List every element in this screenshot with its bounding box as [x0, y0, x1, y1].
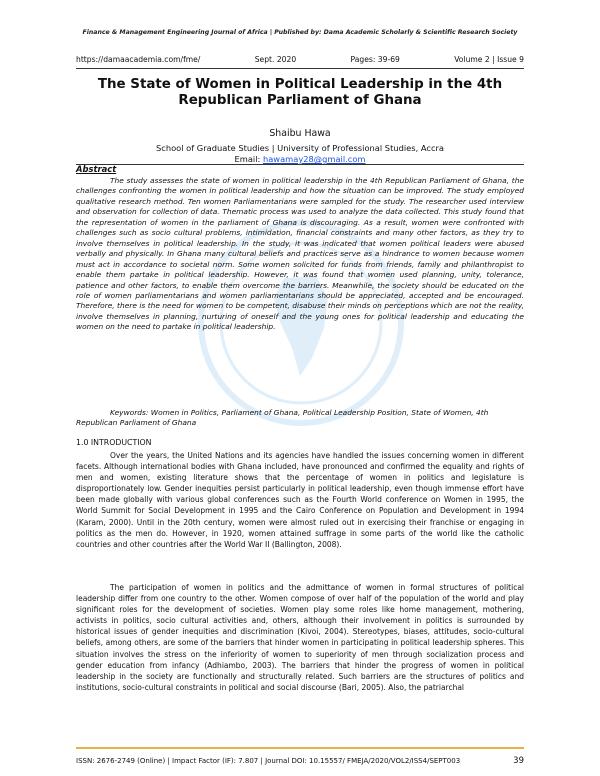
- paper-title: [76, 77, 524, 109]
- author-name: Shaibu Hawa: [269, 128, 331, 139]
- page-range: Pages: 39-69: [350, 55, 400, 64]
- abstract-text: The study assesses the state of women in political leadership in the 4th Republican Parliament of Ghana, the challenges confronting the women in political leadership and how the situation can be improved. The study employed qualitative research method. Ten women Parliamentarians were sampled for the study. The researcher used interview and observation for collection of data. Thematic process was used to analyze the data collected. This study found that the representation of women in the parliament of Ghana is discouraging. As a result, women were confronted with challenges such as socio cultural problems, intimidation, financial constraints and many other factors, as they try to involve themselves in political leadership. In the study, it was indicated that women political leaders were abused verbally and physically. In Ghana many cultural beliefs and practices serve as a hindrance to women because women must act in accordance to societal norm. Some women solicited for funds from friends, family and philanthropist to enable them partake in political leadership. However, it was found that women used planning, unity, tolerance, patience and other factors, to enable them overcome the barriers. Meanwhile, the society should be educated on the role of women parliamentarians and women parliamentarians should be appreciated, accepted and be encouraged. Therefore, there is the need for women to be competent, disabuse their minds on perceptions which are not the reality, involve themselves in planning, nurturing of oneself and the young ones for political leadership and educating the women on the need to partake in political leadership.: [76, 176, 524, 332]
- issue-meta-row: [76, 55, 524, 64]
- email-label: Email:: [234, 154, 263, 164]
- journal-url[interactable]: https://damaacademia.com/fme/: [76, 55, 201, 64]
- page-footer: [76, 756, 524, 766]
- section-heading-introduction: 1.0 INTRODUCTION: [76, 438, 152, 447]
- footer-divider: [76, 747, 524, 749]
- abstract-heading: Abstract: [76, 164, 117, 174]
- header-divider: [76, 68, 524, 69]
- footer-issn: ISSN: 2676-2749 (Online) | Impact Factor (IF): 7.807 | Journal DOI: 10.15557/ FMEJA/2020/VOL2/ISS4/SEPT003: [76, 757, 461, 765]
- email-link[interactable]: hawamay28@gmail.com: [262, 154, 366, 164]
- journal-header: Finance & Management Engineering Journal of Africa | Published by: Dama Academic Scholarly & Scientific Research Society: [82, 29, 518, 36]
- intro-paragraph-1: Over the years, the United Nations and its agencies have handled the issues concerning women in different facets. Although international bodies with Ghana included, have pronounced and confirmed the equality and rights of men and women, existing literature shows that the percentage of women in politics and legislature is disproportionately low. Gender inequities persist particularly in political leadership, even though immense effort have been made globally with various global conferences such as the Fourth World conference on Women in 1995, the World Summit for Social Development in 1995 and the Cairo Conference on Population and Development in 1994 (Karam, 2000). Until in the 20th century, women were almost ruled out in exercising their franchise or engaging in politics as the men do. However, in 1920, women attained suffrage in some parts of the world like the catholic countries and other countries after the World War II (Ballington, 2008).: [76, 451, 524, 549]
- intro-paragraph-2: The participation of women in politics and the admittance of women in formal structures of political leadership differ from one country to the other. Women compose of over half of the population of the world and play significant roles for the development of societies. Women play some roles like home management, mothering, activists in politics, socio cultural activities and, others, although their involvement in politics is surrounded by historical issues of gender inequities and discrimination (Kivoi, 2004). Stereotypes, biases, attitudes, socio-cultural beliefs, among others, are some of the barriers that hinder women in participating in political leadership spheres. This situation involves the stress on the inferiority of women to superiority of men through socialization process and gender education from infancy (Adhiambo, 2003). The barriers that hinder the progress of women in political leadership in the society are functionally and structurally related. Such barriers are the structures of politics and institutions, socio-cultural constraints in political and social discourse (Bari, 2005). Also, the patriarchal: [76, 583, 524, 692]
- title-line-1: The State of Women in Political Leadership in the 4th: [97, 77, 503, 92]
- page-number: 39: [513, 756, 524, 766]
- keywords: Keywords: Women in Politics, Parliament of Ghana, Political Leadership Position, State of Women, 4th Republican Parliament of Ghana: [76, 408, 489, 428]
- author-affiliation: School of Graduate Studies | University of Professional Studies, Accra: [155, 143, 445, 153]
- volume-issue: Volume 2 | Issue 9: [454, 55, 524, 64]
- title-line-2: Republican Parliament of Ghana: [178, 93, 422, 108]
- issue-date: Sept. 2020: [254, 55, 297, 64]
- author-email: [76, 154, 524, 164]
- abstract-divider: [76, 164, 524, 165]
